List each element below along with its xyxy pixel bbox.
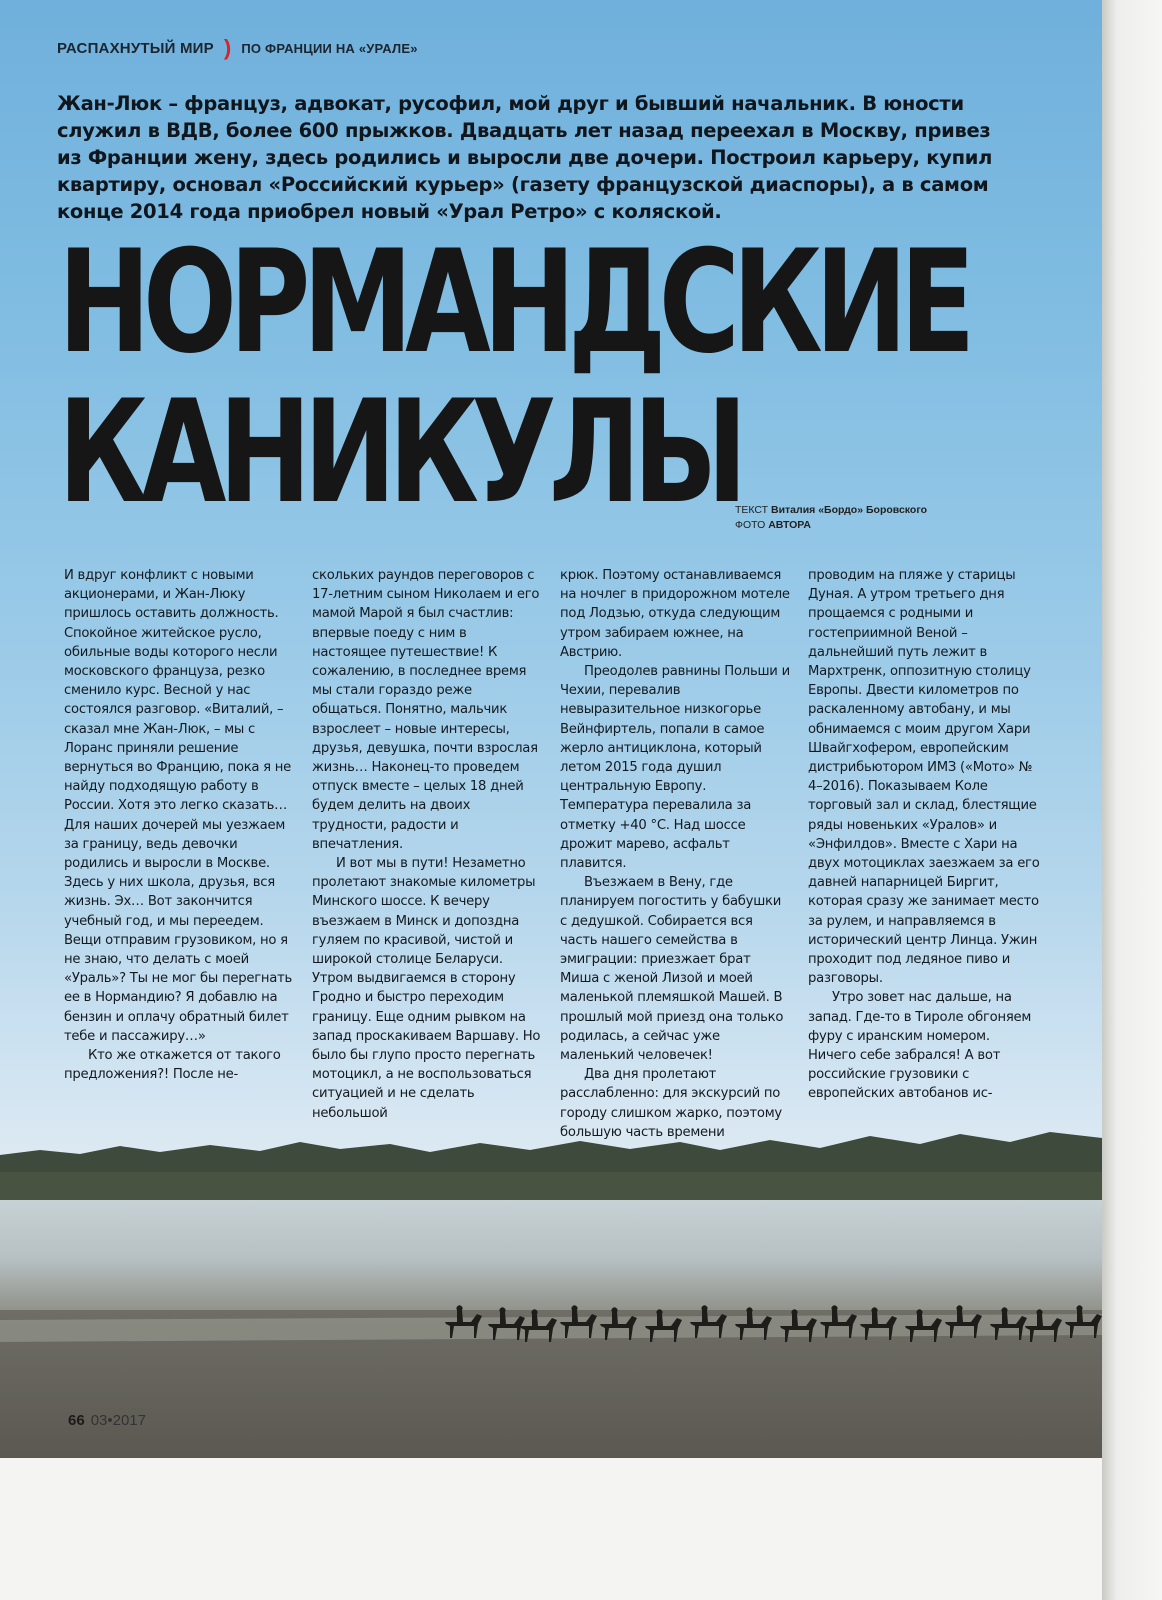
page-number: 66: [68, 1412, 85, 1429]
rubric-name: ПО ФРАНЦИИ НА «УРАЛЕ»: [241, 40, 418, 56]
rider-silhouette: [872, 1307, 879, 1324]
text-credit-label: ТЕКСТ: [735, 504, 769, 516]
beach-riders-photo: [0, 1130, 1102, 1458]
headline-line-1: НОРМАНДСКИЕ: [58, 220, 968, 385]
rider-silhouette: [702, 1305, 709, 1322]
paragraph: Два дня пролетают расслабленно: для экскурсий по городу слишком жарко, поэтому: [560, 1067, 782, 1121]
paragraph: Преодолев равнины Польши и Чехии, перевалив невыразительное низкогорье Вейнфиртель, попали в самое жерло антициклона, который летом 2015 года душил центральную Европу. Температура перевалила за отметку +40 °C. Над шоссе дрожит марево, асфальт плавится.: [560, 664, 790, 872]
paragraph: И вот мы в пути! Незаметно пролетают знакомые километры Минского шоссе. К вечеру въезжаем в Минск и допоздна гуляем по красивой, чистой и широкой столице Беларуси. Утром выдвигаемся в сторону Гродно и быстро переходим границу. Еще одним рывком на запад проскакиваем Варшаву. Но было бы глупо просто перегнать мотоцикл, а не воспользоваться ситуацией и не сделать небольшой: [312, 856, 541, 1121]
tidal-water: [0, 1200, 1102, 1315]
text-credit-author: Виталия «Бордо» Боровского: [771, 504, 927, 516]
rider-silhouette: [456, 1305, 463, 1322]
article-lead: Жан-Люк – француз, адвокат, русофил, мой друг и бывший начальник. В юности служил в ВДВ, более 600 прыжков. Двадцать лет назад переехал в Москву, привез из Франции жену, здесь родились и выросли две дочери. Построил карьеру, купил квартиру, основал «Российский курьер» (газету французской диаспоры), а в самом конце 2014 года приобрел новый «Урал Ретро» с коляской.: [57, 92, 993, 223]
paragraph: крюк. Поэтому останавливаемся на ночлег в придорожном мотеле под Лодзью, откуда следующим утром забираем южнее, на Австрию.: [560, 568, 790, 660]
paragraph: скольких раундов переговоров с 17-летним сыном Николаем и его мамой Марой я был счастлив: впервые поеду с ним в настоящее путешествие! К сожалению, в последнее время мы стали гораздо реже общаться. Понятно, мальчик взрослеет – новые интересы, друзья, девушка, почти взрослая жизнь… Наконец-то проведем отпуск вместе – целых 18 дней будем делить на двоих трудности, радости и впечатления.: [312, 568, 540, 852]
text-column-3: [560, 566, 792, 1126]
rider-silhouette: [957, 1305, 964, 1322]
text-column-1: [64, 566, 296, 1126]
rider-silhouette: [747, 1307, 754, 1324]
issue-date: 03•2017: [90, 1412, 146, 1429]
rider-silhouette: [612, 1307, 619, 1324]
rider-silhouette: [500, 1307, 506, 1324]
rider-silhouette: [1077, 1305, 1084, 1322]
photo-credit-label: ФОТО: [735, 519, 766, 531]
rider-silhouette: [657, 1309, 664, 1326]
text-column-4: [808, 566, 1040, 1126]
rider-silhouette: [572, 1305, 579, 1322]
article-body: [64, 566, 1044, 1126]
rider-silhouette: [832, 1305, 839, 1322]
rider-silhouette: [792, 1309, 799, 1326]
paragraph: Утро зовет нас дальше, на запад. Где-то в Тироле обгоняем фуру с иранским номером. Ничего себе забрался! А вот российские грузовики с европейских автобанов ис-: [808, 990, 1032, 1102]
rider-silhouette: [1037, 1309, 1044, 1326]
rider-silhouette: [1002, 1307, 1009, 1324]
section-rail: [57, 37, 418, 59]
paragraph: Въезжаем в Вену, где планируем погостить у бабушки с дедушкой. Собирается вся часть нашего семейства в эмиграции: приезжает брат Миша с женой Лизой и моей маленькой племяшкой Машей. В прошлый мой приезд она только родилась, а сейчас уже маленький человечек!: [560, 875, 784, 1064]
text-column-2: [312, 566, 544, 1126]
rider-silhouette: [916, 1309, 923, 1326]
rider-silhouette: [532, 1309, 539, 1326]
photo-credit-author: АВТОРА: [768, 519, 811, 531]
rail-divider: ): [223, 35, 232, 60]
paragraph: И вдруг конфликт с новыми акционерами, и Жан-Люку пришлось оставить должность. Спокойное житейское русло, обильные воды которого несли московского француза, резко сменило курс. Весной у нас состоялся разговор. «Виталий, – сказал мне Жан-Люк, – мы с Лоранс приняли решение вернуться во Францию, пока я не найду подходящую работу в России. Хотя это легко сказать… Для наших дочерей мы уезжаем за границу, ведь девочки родились и выросли в Москве. Здесь у них школа, друзья, вся жизнь. Эх… Вот закончится учебный год, и мы переедем. Вещи отправим грузовиком, но я не знаю, что делать с моей «Ураль»? Ты не мог бы перегнать ее в Нормандию? Я добавлю на бензин и оплачу обратный билет тебе и пассажиру…»: [64, 568, 293, 1044]
article-headline: [58, 220, 968, 535]
headline-line-2: КАНИКУЛЫ: [58, 370, 740, 535]
page-edge: [1102, 0, 1162, 1600]
section-name: РАСПАХНУТЫЙ МИР: [57, 39, 214, 57]
page-folio: [68, 1412, 146, 1429]
byline: [735, 503, 927, 533]
paragraph: Кто же откажется от такого предложения?! После не-: [64, 1048, 281, 1083]
paragraph: проводим на пляже у старицы Дуная. А утром третьего дня прощаемся с родными и гостеприимной Веной – дальнейший путь лежит в Мархтренк, оппозитную столицу Европы. Двести километров по раскаленному автобану, и мы обнимаемся с моим другом Хари Швайгхофером, европейским дистрибьютором ИМЗ («Мото» № 4–2016). Показываем Коле торговый зал и склад, блестящие ряды новеньких «Уралов» и «Энфилдов». Вместе с Хари на двух мотоциклах заезжаем за его давней напарницей Биргит, которая сразу же занимает место за рулем, и направляемся в исторический центр Линца. Ужин проходит под ледяное пиво и разговоры.: [808, 568, 1040, 987]
